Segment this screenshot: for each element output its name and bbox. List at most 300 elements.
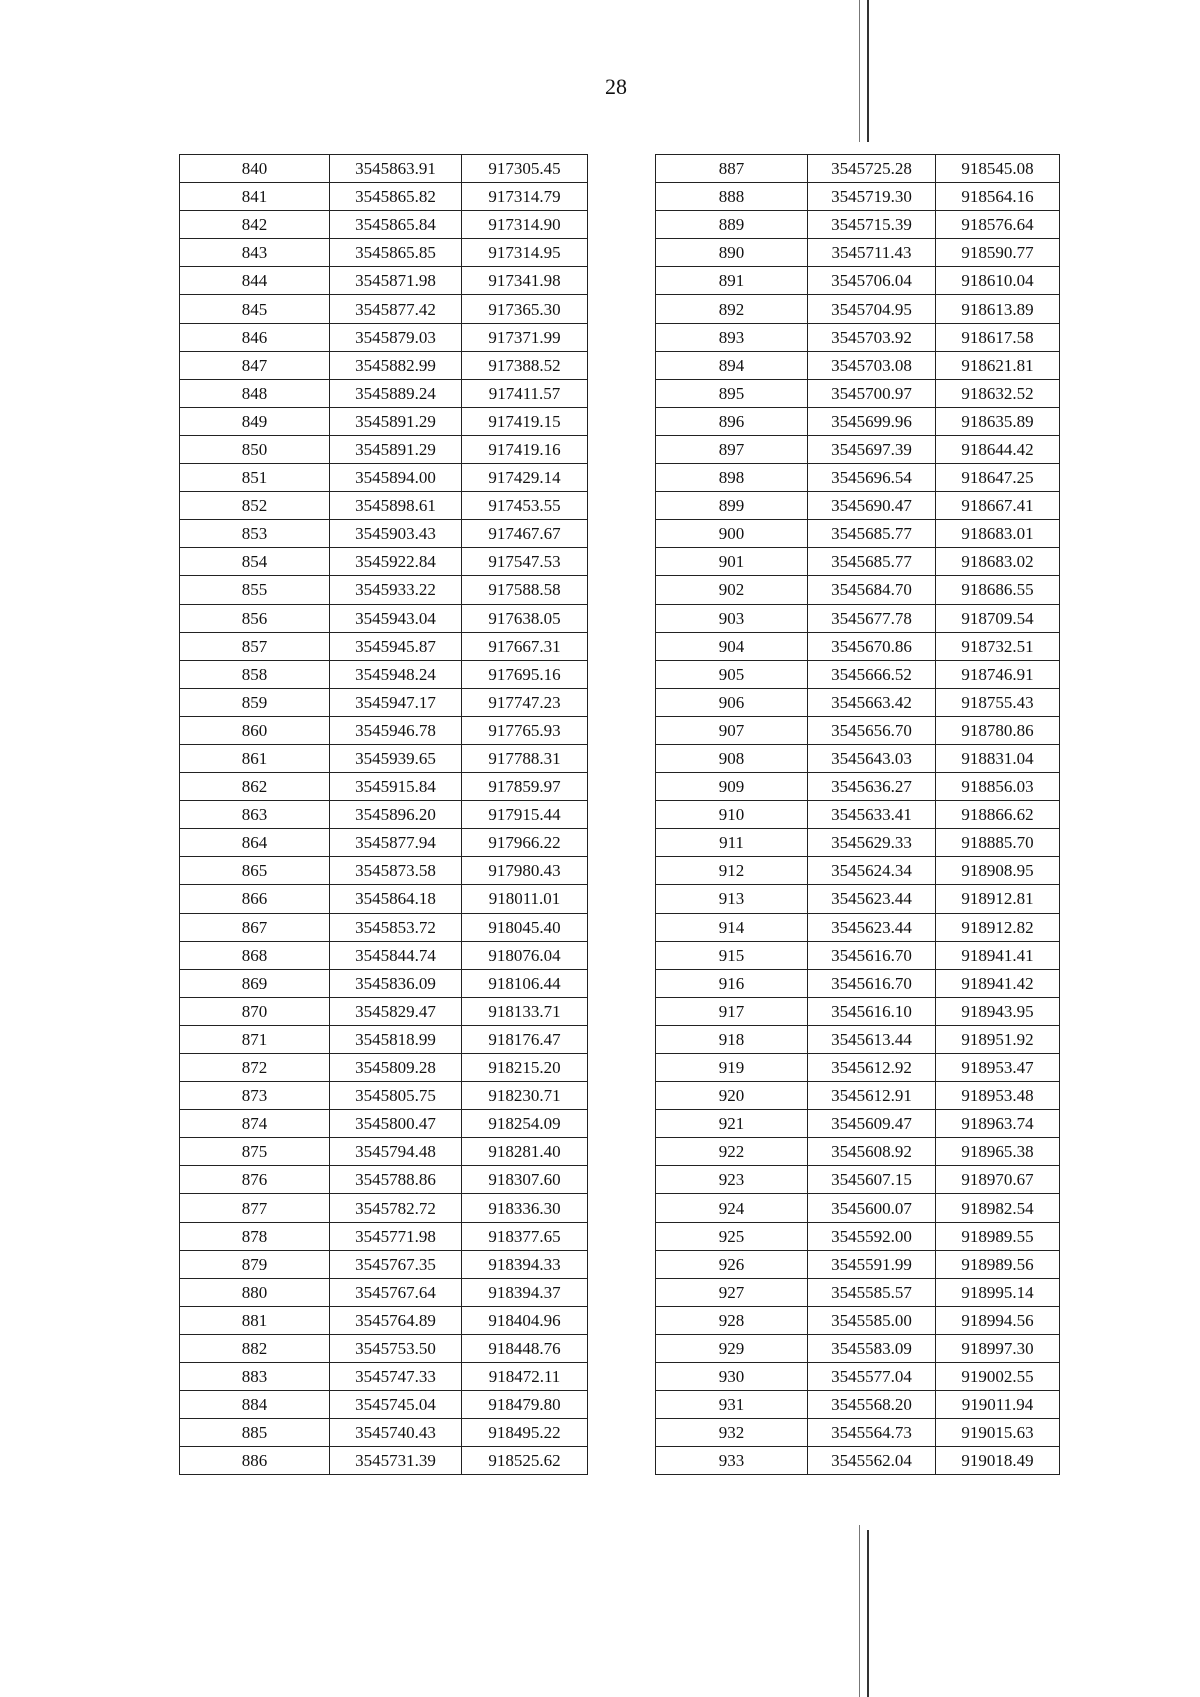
point-id-cell: 929 (656, 1334, 808, 1362)
x-coordinate-cell: 3545624.34 (808, 857, 936, 885)
table-row (656, 1110, 1060, 1138)
x-coordinate-cell: 3545945.87 (330, 632, 462, 660)
table-row (656, 576, 1060, 604)
point-id-cell: 892 (656, 295, 808, 323)
table-row (656, 1334, 1060, 1362)
x-coordinate-cell: 3545616.10 (808, 997, 936, 1025)
x-coordinate-cell: 3545771.98 (330, 1222, 462, 1250)
table-row (180, 492, 588, 520)
y-coordinate-cell: 918632.52 (936, 379, 1060, 407)
y-coordinate-cell: 918965.38 (936, 1138, 1060, 1166)
y-coordinate-cell: 918076.04 (462, 941, 588, 969)
point-id-cell: 849 (180, 407, 330, 435)
x-coordinate-cell: 3545933.22 (330, 576, 462, 604)
table-row (656, 323, 1060, 351)
table-row (656, 1419, 1060, 1447)
y-coordinate-cell: 918281.40 (462, 1138, 588, 1166)
binding-mark-top (867, 0, 869, 142)
y-coordinate-cell: 918525.62 (462, 1447, 588, 1475)
y-coordinate-cell: 917411.57 (462, 379, 588, 407)
table-row (180, 913, 588, 941)
y-coordinate-cell: 917638.05 (462, 604, 588, 632)
point-id-cell: 871 (180, 1025, 330, 1053)
point-id-cell: 864 (180, 829, 330, 857)
point-id-cell: 922 (656, 1138, 808, 1166)
x-coordinate-cell: 3545703.92 (808, 323, 936, 351)
x-coordinate-cell: 3545633.41 (808, 801, 936, 829)
y-coordinate-cell: 918997.30 (936, 1334, 1060, 1362)
y-coordinate-cell: 917788.31 (462, 744, 588, 772)
x-coordinate-cell: 3545585.00 (808, 1306, 936, 1334)
x-coordinate-cell: 3545612.92 (808, 1054, 936, 1082)
x-coordinate-cell: 3545656.70 (808, 716, 936, 744)
table-row (656, 379, 1060, 407)
point-id-cell: 848 (180, 379, 330, 407)
x-coordinate-cell: 3545891.29 (330, 407, 462, 435)
table-row (180, 407, 588, 435)
point-id-cell: 843 (180, 239, 330, 267)
y-coordinate-cell: 918686.55 (936, 576, 1060, 604)
point-id-cell: 874 (180, 1110, 330, 1138)
point-id-cell: 899 (656, 492, 808, 520)
table-row (180, 351, 588, 379)
table-row (180, 969, 588, 997)
point-id-cell: 910 (656, 801, 808, 829)
x-coordinate-cell: 3545800.47 (330, 1110, 462, 1138)
x-coordinate-cell: 3545706.04 (808, 267, 936, 295)
x-coordinate-cell: 3545690.47 (808, 492, 936, 520)
x-coordinate-cell: 3545877.42 (330, 295, 462, 323)
table-row (180, 1222, 588, 1250)
point-id-cell: 925 (656, 1222, 808, 1250)
point-id-cell: 917 (656, 997, 808, 1025)
x-coordinate-cell: 3545562.04 (808, 1447, 936, 1475)
point-id-cell: 860 (180, 716, 330, 744)
y-coordinate-cell: 918667.41 (936, 492, 1060, 520)
point-id-cell: 912 (656, 857, 808, 885)
table-row (180, 1194, 588, 1222)
y-coordinate-cell: 919015.63 (936, 1419, 1060, 1447)
table-row (656, 1363, 1060, 1391)
x-coordinate-cell: 3545745.04 (330, 1391, 462, 1419)
y-coordinate-cell: 917453.55 (462, 492, 588, 520)
table-row (180, 885, 588, 913)
table-row (656, 464, 1060, 492)
point-id-cell: 873 (180, 1082, 330, 1110)
x-coordinate-cell: 3545600.07 (808, 1194, 936, 1222)
x-coordinate-cell: 3545882.99 (330, 351, 462, 379)
y-coordinate-cell: 917467.67 (462, 520, 588, 548)
y-coordinate-cell: 918732.51 (936, 632, 1060, 660)
point-id-cell: 909 (656, 773, 808, 801)
point-id-cell: 888 (656, 183, 808, 211)
x-coordinate-cell: 3545818.99 (330, 1025, 462, 1053)
y-coordinate-cell: 918617.58 (936, 323, 1060, 351)
point-id-cell: 921 (656, 1110, 808, 1138)
x-coordinate-cell: 3545623.44 (808, 913, 936, 941)
table-row (656, 829, 1060, 857)
y-coordinate-cell: 918989.55 (936, 1222, 1060, 1250)
point-id-cell: 840 (180, 155, 330, 183)
x-coordinate-cell: 3545915.84 (330, 773, 462, 801)
point-id-cell: 847 (180, 351, 330, 379)
table-row (180, 744, 588, 772)
y-coordinate-cell: 918755.43 (936, 688, 1060, 716)
table-row (180, 997, 588, 1025)
x-coordinate-cell: 3545863.91 (330, 155, 462, 183)
y-coordinate-cell: 918404.96 (462, 1306, 588, 1334)
y-coordinate-cell: 917695.16 (462, 660, 588, 688)
point-id-cell: 913 (656, 885, 808, 913)
point-id-cell: 881 (180, 1306, 330, 1334)
y-coordinate-cell: 918394.37 (462, 1278, 588, 1306)
y-coordinate-cell: 917419.16 (462, 435, 588, 463)
table-row (180, 1306, 588, 1334)
table-row (180, 323, 588, 351)
point-id-cell: 857 (180, 632, 330, 660)
x-coordinate-cell: 3545731.39 (330, 1447, 462, 1475)
table-row (656, 801, 1060, 829)
y-coordinate-cell: 918683.01 (936, 520, 1060, 548)
point-id-cell: 845 (180, 295, 330, 323)
table-row (656, 351, 1060, 379)
point-id-cell: 853 (180, 520, 330, 548)
table-row (180, 1082, 588, 1110)
y-coordinate-cell: 918912.82 (936, 913, 1060, 941)
table-row (656, 716, 1060, 744)
x-coordinate-cell: 3545871.98 (330, 267, 462, 295)
x-coordinate-cell: 3545794.48 (330, 1138, 462, 1166)
point-id-cell: 886 (180, 1447, 330, 1475)
x-coordinate-cell: 3545725.28 (808, 155, 936, 183)
table-row (180, 239, 588, 267)
x-coordinate-cell: 3545894.00 (330, 464, 462, 492)
y-coordinate-cell: 917980.43 (462, 857, 588, 885)
y-coordinate-cell: 918963.74 (936, 1110, 1060, 1138)
y-coordinate-cell: 917747.23 (462, 688, 588, 716)
point-id-cell: 906 (656, 688, 808, 716)
y-coordinate-cell: 918215.20 (462, 1054, 588, 1082)
point-id-cell: 904 (656, 632, 808, 660)
x-coordinate-cell: 3545685.77 (808, 520, 936, 548)
coordinates-table-right (655, 154, 1060, 1475)
point-id-cell: 930 (656, 1363, 808, 1391)
y-coordinate-cell: 918856.03 (936, 773, 1060, 801)
x-coordinate-cell: 3545608.92 (808, 1138, 936, 1166)
x-coordinate-cell: 3545663.42 (808, 688, 936, 716)
point-id-cell: 907 (656, 716, 808, 744)
y-coordinate-cell: 919018.49 (936, 1447, 1060, 1475)
x-coordinate-cell: 3545753.50 (330, 1334, 462, 1362)
point-id-cell: 872 (180, 1054, 330, 1082)
x-coordinate-cell: 3545782.72 (330, 1194, 462, 1222)
y-coordinate-cell: 918644.42 (936, 435, 1060, 463)
y-coordinate-cell: 918254.09 (462, 1110, 588, 1138)
y-coordinate-cell: 918941.42 (936, 969, 1060, 997)
table-row (656, 1054, 1060, 1082)
point-id-cell: 862 (180, 773, 330, 801)
point-id-cell: 883 (180, 1363, 330, 1391)
point-id-cell: 856 (180, 604, 330, 632)
point-id-cell: 879 (180, 1250, 330, 1278)
x-coordinate-cell: 3545703.08 (808, 351, 936, 379)
table-row (656, 407, 1060, 435)
point-id-cell: 865 (180, 857, 330, 885)
point-id-cell: 889 (656, 211, 808, 239)
y-coordinate-cell: 918377.65 (462, 1222, 588, 1250)
y-coordinate-cell: 918951.92 (936, 1025, 1060, 1053)
y-coordinate-cell: 918635.89 (936, 407, 1060, 435)
table-row (656, 211, 1060, 239)
table-row (656, 435, 1060, 463)
y-coordinate-cell: 919011.94 (936, 1391, 1060, 1419)
x-coordinate-cell: 3545865.84 (330, 211, 462, 239)
table-row (656, 548, 1060, 576)
x-coordinate-cell: 3545616.70 (808, 969, 936, 997)
y-coordinate-cell: 918307.60 (462, 1166, 588, 1194)
y-coordinate-cell: 917966.22 (462, 829, 588, 857)
y-coordinate-cell: 918995.14 (936, 1278, 1060, 1306)
point-id-cell: 869 (180, 969, 330, 997)
point-id-cell: 842 (180, 211, 330, 239)
y-coordinate-cell: 918472.11 (462, 1363, 588, 1391)
y-coordinate-cell: 918230.71 (462, 1082, 588, 1110)
x-coordinate-cell: 3545715.39 (808, 211, 936, 239)
table-row (180, 1250, 588, 1278)
point-id-cell: 916 (656, 969, 808, 997)
y-coordinate-cell: 917305.45 (462, 155, 588, 183)
table-row (180, 688, 588, 716)
x-coordinate-cell: 3545684.70 (808, 576, 936, 604)
y-coordinate-cell: 918621.81 (936, 351, 1060, 379)
table-row (180, 941, 588, 969)
y-coordinate-cell: 917667.31 (462, 632, 588, 660)
y-coordinate-cell: 918970.67 (936, 1166, 1060, 1194)
x-coordinate-cell: 3545711.43 (808, 239, 936, 267)
table-row (656, 1194, 1060, 1222)
point-id-cell: 863 (180, 801, 330, 829)
table-row (180, 1278, 588, 1306)
table-row (656, 773, 1060, 801)
y-coordinate-cell: 917371.99 (462, 323, 588, 351)
table-row (180, 1054, 588, 1082)
point-id-cell: 887 (656, 155, 808, 183)
x-coordinate-cell: 3545609.47 (808, 1110, 936, 1138)
y-coordinate-cell: 918479.80 (462, 1391, 588, 1419)
point-id-cell: 933 (656, 1447, 808, 1475)
table-row (656, 969, 1060, 997)
x-coordinate-cell: 3545865.85 (330, 239, 462, 267)
x-coordinate-cell: 3545583.09 (808, 1334, 936, 1362)
x-coordinate-cell: 3545946.78 (330, 716, 462, 744)
table-row (656, 1222, 1060, 1250)
x-coordinate-cell: 3545607.15 (808, 1166, 936, 1194)
x-coordinate-cell: 3545747.33 (330, 1363, 462, 1391)
x-coordinate-cell: 3545896.20 (330, 801, 462, 829)
table-row (180, 1419, 588, 1447)
table-row (180, 660, 588, 688)
table-row (656, 1278, 1060, 1306)
table-row (180, 604, 588, 632)
y-coordinate-cell: 918908.95 (936, 857, 1060, 885)
x-coordinate-cell: 3545865.82 (330, 183, 462, 211)
point-id-cell: 844 (180, 267, 330, 295)
y-coordinate-cell: 918780.86 (936, 716, 1060, 744)
x-coordinate-cell: 3545764.89 (330, 1306, 462, 1334)
table-row (180, 1334, 588, 1362)
table-row (180, 829, 588, 857)
table-row (656, 857, 1060, 885)
point-id-cell: 861 (180, 744, 330, 772)
y-coordinate-cell: 918709.54 (936, 604, 1060, 632)
y-coordinate-cell: 918448.76 (462, 1334, 588, 1362)
binding-mark-bottom (867, 1530, 869, 1697)
point-id-cell: 859 (180, 688, 330, 716)
y-coordinate-cell: 918647.25 (936, 464, 1060, 492)
x-coordinate-cell: 3545809.28 (330, 1054, 462, 1082)
point-id-cell: 885 (180, 1419, 330, 1447)
point-id-cell: 908 (656, 744, 808, 772)
point-id-cell: 867 (180, 913, 330, 941)
binding-mark-top-thin (859, 0, 860, 142)
x-coordinate-cell: 3545853.72 (330, 913, 462, 941)
y-coordinate-cell: 918045.40 (462, 913, 588, 941)
y-coordinate-cell: 918982.54 (936, 1194, 1060, 1222)
binding-mark-bottom-thin (859, 1525, 860, 1697)
point-id-cell: 902 (656, 576, 808, 604)
table-row (656, 1447, 1060, 1475)
table-row (656, 155, 1060, 183)
y-coordinate-cell: 918613.89 (936, 295, 1060, 323)
table-row (180, 1138, 588, 1166)
x-coordinate-cell: 3545805.75 (330, 1082, 462, 1110)
table-row (656, 1391, 1060, 1419)
x-coordinate-cell: 3545677.78 (808, 604, 936, 632)
point-id-cell: 852 (180, 492, 330, 520)
x-coordinate-cell: 3545704.95 (808, 295, 936, 323)
x-coordinate-cell: 3545829.47 (330, 997, 462, 1025)
y-coordinate-cell: 918953.47 (936, 1054, 1060, 1082)
point-id-cell: 884 (180, 1391, 330, 1419)
point-id-cell: 875 (180, 1138, 330, 1166)
point-id-cell: 915 (656, 941, 808, 969)
x-coordinate-cell: 3545699.96 (808, 407, 936, 435)
point-id-cell: 876 (180, 1166, 330, 1194)
point-id-cell: 868 (180, 941, 330, 969)
y-coordinate-cell: 919002.55 (936, 1363, 1060, 1391)
table-row (180, 548, 588, 576)
x-coordinate-cell: 3545643.03 (808, 744, 936, 772)
y-coordinate-cell: 918683.02 (936, 548, 1060, 576)
x-coordinate-cell: 3545943.04 (330, 604, 462, 632)
table-row (656, 1306, 1060, 1334)
point-id-cell: 928 (656, 1306, 808, 1334)
x-coordinate-cell: 3545591.99 (808, 1250, 936, 1278)
x-coordinate-cell: 3545670.86 (808, 632, 936, 660)
point-id-cell: 890 (656, 239, 808, 267)
point-id-cell: 926 (656, 1250, 808, 1278)
y-coordinate-cell: 917588.58 (462, 576, 588, 604)
table-row (656, 632, 1060, 660)
x-coordinate-cell: 3545939.65 (330, 744, 462, 772)
point-id-cell: 870 (180, 997, 330, 1025)
point-id-cell: 932 (656, 1419, 808, 1447)
x-coordinate-cell: 3545903.43 (330, 520, 462, 548)
y-coordinate-cell: 918576.64 (936, 211, 1060, 239)
table-row (180, 1110, 588, 1138)
y-coordinate-cell: 917915.44 (462, 801, 588, 829)
table-row (180, 1391, 588, 1419)
point-id-cell: 858 (180, 660, 330, 688)
table-row (180, 1025, 588, 1053)
point-id-cell: 855 (180, 576, 330, 604)
y-coordinate-cell: 917765.93 (462, 716, 588, 744)
y-coordinate-cell: 917365.30 (462, 295, 588, 323)
y-coordinate-cell: 918106.44 (462, 969, 588, 997)
table-row (656, 941, 1060, 969)
coordinates-table-left (179, 154, 588, 1475)
y-coordinate-cell: 918953.48 (936, 1082, 1060, 1110)
table-row (180, 773, 588, 801)
table-row (656, 1250, 1060, 1278)
table-row (180, 267, 588, 295)
table-row (180, 716, 588, 744)
x-coordinate-cell: 3545719.30 (808, 183, 936, 211)
x-coordinate-cell: 3545889.24 (330, 379, 462, 407)
x-coordinate-cell: 3545864.18 (330, 885, 462, 913)
table-row (180, 1363, 588, 1391)
y-coordinate-cell: 917388.52 (462, 351, 588, 379)
point-id-cell: 846 (180, 323, 330, 351)
table-row (656, 1082, 1060, 1110)
point-id-cell: 897 (656, 435, 808, 463)
y-coordinate-cell: 918564.16 (936, 183, 1060, 211)
y-coordinate-cell: 918994.56 (936, 1306, 1060, 1334)
y-coordinate-cell: 918336.30 (462, 1194, 588, 1222)
table-row (656, 295, 1060, 323)
point-id-cell: 914 (656, 913, 808, 941)
point-id-cell: 895 (656, 379, 808, 407)
page-number: 28 (605, 74, 627, 99)
table-row (656, 997, 1060, 1025)
point-id-cell: 880 (180, 1278, 330, 1306)
point-id-cell: 898 (656, 464, 808, 492)
table-row (656, 1138, 1060, 1166)
y-coordinate-cell: 917341.98 (462, 267, 588, 295)
y-coordinate-cell: 918133.71 (462, 997, 588, 1025)
x-coordinate-cell: 3545873.58 (330, 857, 462, 885)
point-id-cell: 931 (656, 1391, 808, 1419)
table-row (180, 155, 588, 183)
table-row (180, 183, 588, 211)
table-row (656, 744, 1060, 772)
y-coordinate-cell: 917314.95 (462, 239, 588, 267)
table-row (656, 1166, 1060, 1194)
table-row (180, 464, 588, 492)
y-coordinate-cell: 918394.33 (462, 1250, 588, 1278)
y-coordinate-cell: 918885.70 (936, 829, 1060, 857)
table-row (180, 435, 588, 463)
table-row (180, 576, 588, 604)
x-coordinate-cell: 3545568.20 (808, 1391, 936, 1419)
point-id-cell: 927 (656, 1278, 808, 1306)
y-coordinate-cell: 918176.47 (462, 1025, 588, 1053)
table-row (180, 520, 588, 548)
y-coordinate-cell: 917547.53 (462, 548, 588, 576)
y-coordinate-cell: 918943.95 (936, 997, 1060, 1025)
table-row (180, 632, 588, 660)
table-row (180, 379, 588, 407)
